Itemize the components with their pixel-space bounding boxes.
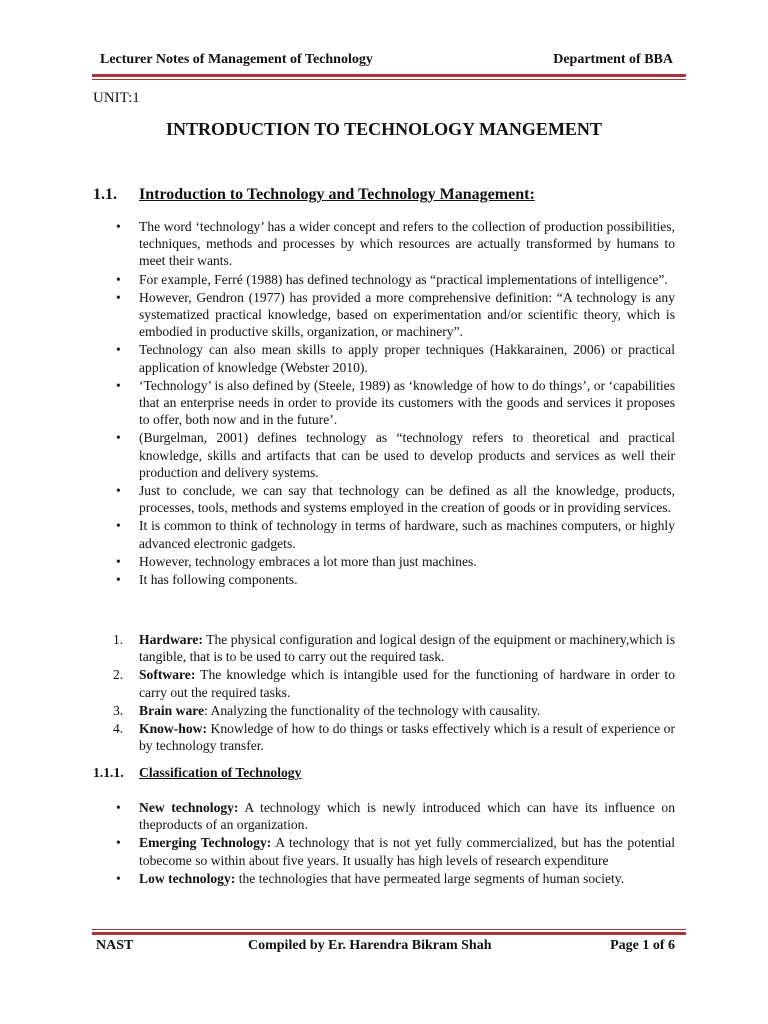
footer-rule-thin	[92, 929, 686, 930]
list-item	[93, 870, 675, 887]
list-item	[93, 631, 675, 665]
definition-bullets	[93, 218, 675, 589]
list-item: • It is common to think of technology in terms of hardware, such as machines computers, or highly advanced electronic gadgets.	[93, 517, 675, 551]
item-number: 2.	[113, 667, 124, 683]
section-title: Introduction to Technology and Technology Management:	[139, 186, 535, 203]
header-rule-thick	[92, 74, 686, 77]
list-item: • It has following components.	[93, 571, 675, 588]
item-text: A technology which is newly introduced which can have its influence on theproducts of an organization.	[139, 800, 675, 833]
item-number: 3.	[113, 702, 124, 718]
list-item	[93, 720, 675, 754]
item-number: 1.	[113, 632, 124, 647]
footer-author: Compiled by Er. Harendra Bikram Shah	[248, 938, 492, 953]
list-item: • ‘Technology’ is also defined by (Steele, 1989) as ‘knowledge of how to do things’, or ‘capabilities that an enterprise needs in order to provide its customers with the goods and services it proposes to offer, both now and in the future’.	[93, 377, 675, 429]
item-term: New technology:	[139, 800, 239, 815]
header-rule-thin	[92, 79, 686, 80]
list-item: • For example, Ferré (1988) has defined technology as “practical implementations of intelligence”.	[93, 271, 675, 288]
item-text: Knowledge of how to do things or tasks effectively which is a result of experience or by technology transfer.	[139, 721, 675, 754]
list-item	[93, 834, 675, 868]
item-term: Low technology:	[139, 870, 236, 886]
item-number: 4.	[113, 721, 124, 737]
list-item: • However, technology embraces a lot more than just machines.	[93, 553, 675, 570]
item-text: : Analyzing the functionality of the technology with causality.	[204, 702, 541, 718]
list-item	[93, 702, 675, 719]
header-course-title: Lecturer Notes of Management of Technology	[100, 52, 373, 67]
footer-rule-thick	[92, 932, 686, 935]
section-number: 1.1.	[93, 186, 117, 203]
list-item: • Technology can also mean skills to apply proper techniques (Hakkarainen, 2006) or practical application of knowledge (Webster 2010).	[93, 341, 675, 375]
list-item: • The word ‘technology’ has a wider concept and refers to the collection of production possibilities, techniques, methods and processes by which resources are actually transformed by humans to meet their wants.	[93, 218, 675, 270]
page-title: INTRODUCTION TO TECHNOLOGY MANGEMENT	[166, 119, 602, 139]
unit-label: UNIT:1	[93, 90, 140, 106]
classification-list	[93, 799, 675, 888]
item-text: The physical configuration and logical design of the equipment or machinery,which is tangible, that is to be used to carry out the required task.	[139, 632, 675, 665]
item-term: Know-how:	[139, 721, 207, 737]
subsection-title: Classification of Technology	[139, 765, 302, 780]
item-term: Software:	[139, 667, 196, 683]
item-term: Brain ware	[139, 702, 205, 718]
header-department: Department of BBA	[553, 52, 673, 67]
list-item	[93, 666, 675, 700]
list-item: • However, Gendron (1977) has provided a more comprehensive definition: “A technology is any systematized practical knowledge, based on experimentation and/or scientific theory, which is embodied in productive skills, organization, or machinery”.	[93, 289, 675, 341]
list-item: • (Burgelman, 2001) defines technology as “technology refers to theoretical and practical knowledge, skills and artifacts that can be used to develop products and services as well their production and delivery systems.	[93, 429, 675, 481]
item-text: The knowledge which is intangible used for the functioning of hardware in order to carry out the required tasks.	[139, 667, 675, 700]
list-item: • Just to conclude, we can say that technology can be defined as all the knowledge, products, processes, tools, methods and systems employed in the creation of goods or in providing services.	[93, 482, 675, 516]
subsection-heading	[93, 765, 301, 781]
footer-institution: NAST	[96, 938, 134, 953]
footer-page-number: Page 1 of 6	[610, 938, 675, 953]
list-item	[93, 799, 675, 833]
item-term: Hardware:	[139, 632, 203, 647]
components-list	[93, 631, 675, 755]
section-heading	[93, 186, 535, 204]
item-text: A technology that is not yet fully commercialized, but has the potential tobecome so within about five years. It usually has high levels of research expenditure	[139, 835, 675, 868]
item-term: Emerging Technology:	[139, 835, 272, 851]
subsection-number: 1.1.1.	[93, 765, 124, 780]
page-header	[100, 52, 673, 68]
item-text: the technologies that have permeated large segments of human society.	[235, 870, 625, 886]
